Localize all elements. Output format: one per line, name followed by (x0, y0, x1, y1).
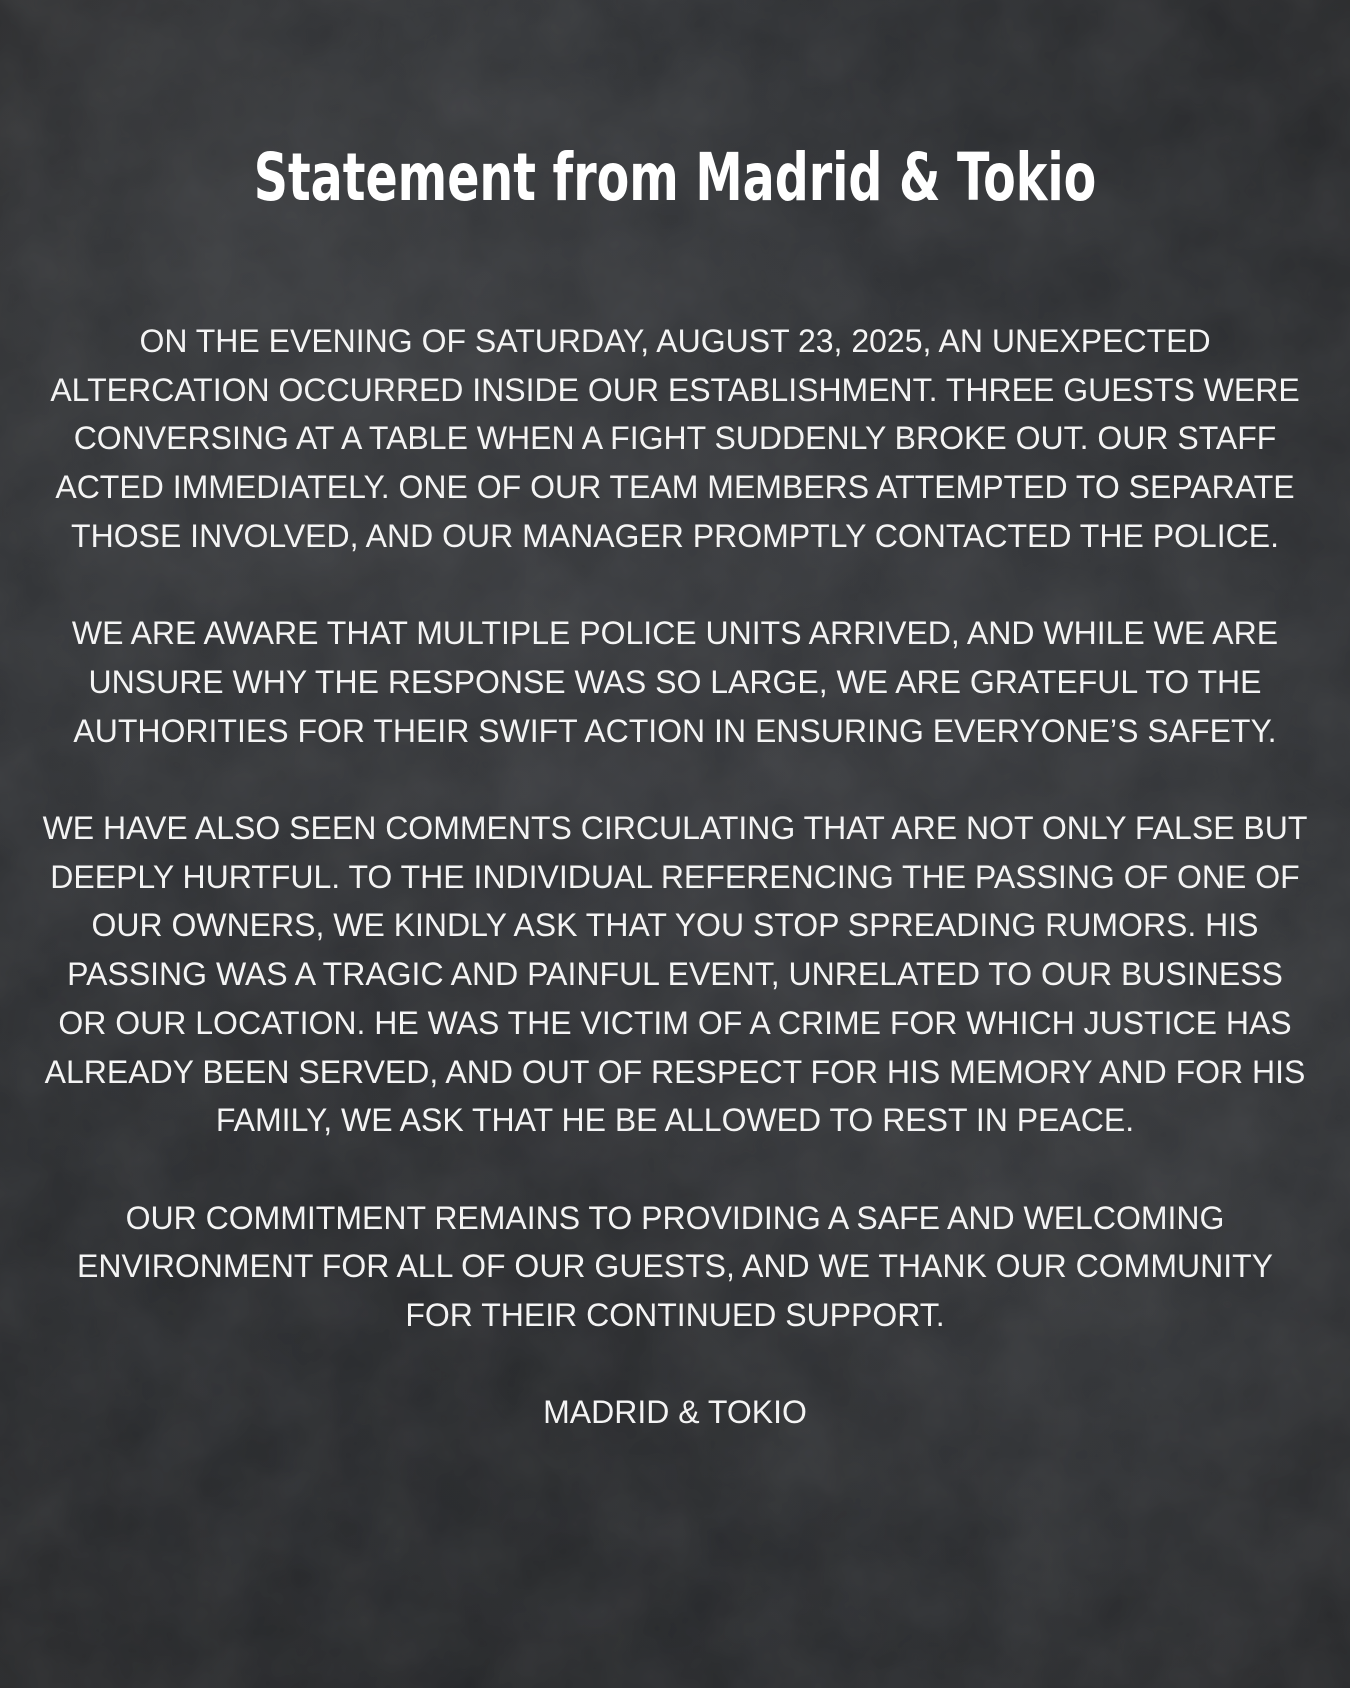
paragraph-police-response: WE ARE AWARE THAT MULTIPLE POLICE UNITS ARRIVED, AND WHILE WE ARE UNSURE WHY THE RESPONSE WAS SO LARGE, WE ARE GRATEFUL TO THE AUTHORITIES FOR THEIR SWIFT ACTION IN ENSURING EVERYONE’S SAFETY. (71, 615, 1279, 749)
paragraph-incident: ON THE EVENING OF SATURDAY, AUGUST 23, 2025, AN UNEXPECTED ALTERCATION OCCURRED INSIDE OUR ESTABLISHMENT. THREE GUESTS WERE CONVERSING AT A TABLE WHEN A FIGHT SUDDENLY BROKE OUT. OUR STAFF ACTED IMMEDIATELY. ONE OF OUR TEAM MEMBERS ATTEMPTED TO SEPARATE THOSE INVOLVED, AND OUR MANAGER PROMPTLY CONTACTED THE POLICE. (50, 323, 1300, 554)
signature: MADRID & TOKIO (543, 1394, 807, 1431)
statement-body (40, 317, 1310, 1437)
paragraph-commitment: OUR COMMITMENT REMAINS TO PROVIDING A SAFE AND WELCOMING ENVIRONMENT FOR ALL OF OUR GUESTS, AND WE THANK OUR COMMUNITY FOR THEIR CONTINUED SUPPORT. (77, 1199, 1273, 1334)
paragraph-rumors: WE HAVE ALSO SEEN COMMENTS CIRCULATING THAT ARE NOT ONLY FALSE BUT DEEPLY HURTFUL. TO THE INDIVIDUAL REFERENCING THE PASSING OF ONE OF OUR OWNERS, WE KINDLY ASK THAT YOU STOP SPREADING RUMORS. HIS PASSING WAS A TRAGIC AND PAINFUL EVENT, UNRELATED TO OUR BUSINESS OR OUR LOCATION. HE WAS THE VICTIM OF A CRIME FOR WHICH JUSTICE HAS ALREADY BEEN SERVED, AND OUT OF RESPECT FOR HIS MEMORY AND FOR HIS FAMILY, WE ASK THAT HE BE ALLOWED TO REST IN PEACE. (42, 810, 1308, 1139)
statement-title: Statement from Madrid & Tokio (253, 139, 1097, 216)
